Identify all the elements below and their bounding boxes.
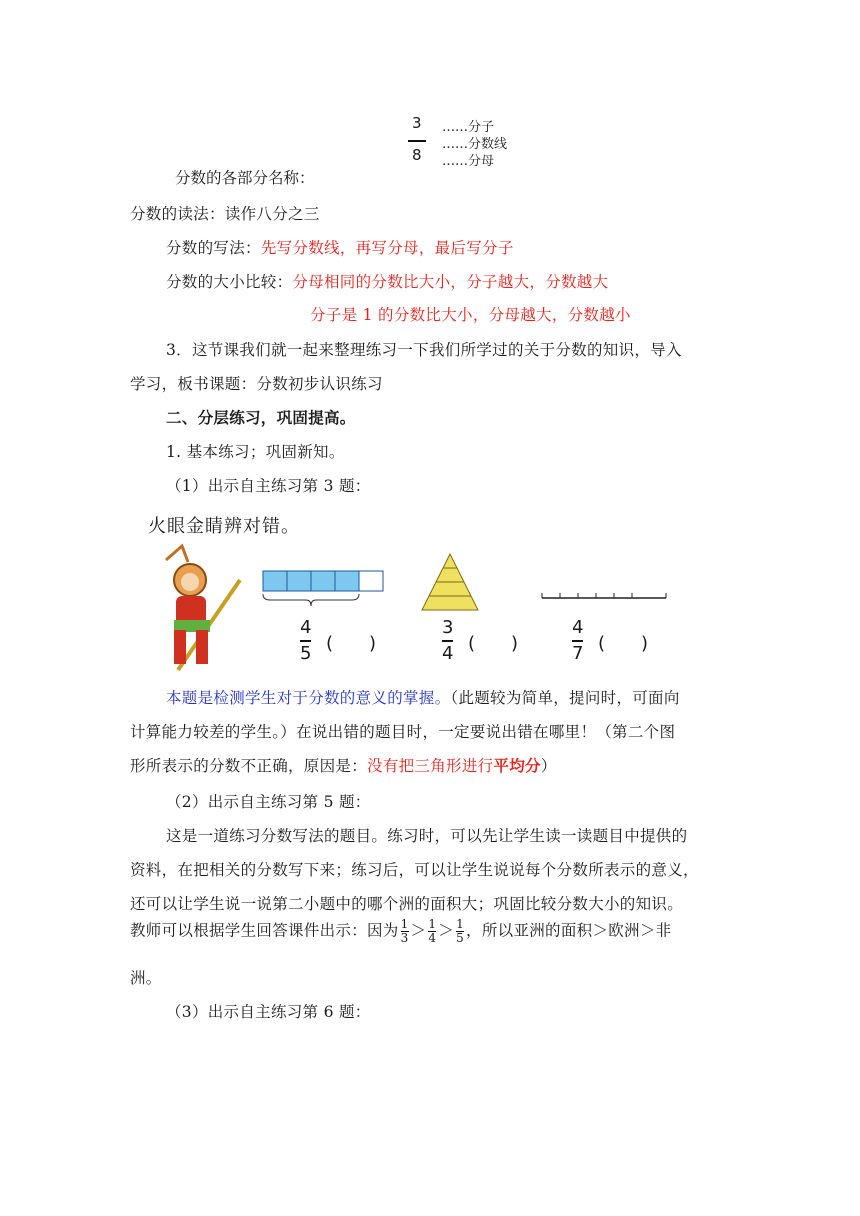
label-fraction-line: ……分数线 [442,137,508,152]
p5-line-1: 这是一道练习分数写法的题目。练习时，可以先让学生读一读题目中提供的 [166,827,688,845]
reading-value: 读作八分之三 [224,205,320,223]
fraction-1-numerator: 4 [300,617,312,638]
note-line-3-red: 没有把三角形进行 [367,757,494,775]
reading-prefix: 分数的读法： [130,205,225,223]
parts-name-line: 分数的各部分名称： [175,169,315,187]
fraction-2-bar [442,640,453,642]
fraction-2-denominator: 4 [442,642,454,664]
note-blue-text: 本题是检测学生对于分数的意义的掌握。 [166,689,451,707]
writing-prefix: 分数的写法： [166,239,261,257]
answer-blank-3[interactable]: ( ) [598,633,649,654]
note-line-3-a: 形所表示的分数不正确，原因是： [130,757,368,775]
note-line-3-end: ） [540,757,557,775]
reading-line [130,202,730,224]
figure-title: 火眼金睛辨对错。 [148,516,300,537]
diagram-numerator: 3 [412,114,422,132]
exercise-6-line: （3）出示自主练习第 6 题： [166,1003,371,1021]
inline-fraction-2-denominator: 4 [428,931,437,945]
exercise-3-line: （1）出示自主练习第 3 题： [166,477,371,495]
compare-line [166,270,766,292]
writing-value: 先写分数线，再写分母，最后写分子 [260,239,514,257]
paragraph-3-line-1: 3．这节课我们就一起来整理练习一下我们所学过的关于分数的知识，导入 [166,341,682,359]
compare-rule-1: 分母相同的分数比大小，分子越大，分数越大 [292,273,609,291]
note-line-1-rest: （此题较为简单，提问时，可面向 [450,689,680,707]
compare-rule-2: 分子是 1 的分数比大小，分母越大，分数越小 [310,306,631,324]
basic-practice-line: 1. 基本练习；巩固新知。 [166,443,345,461]
monkey-king-illustration [148,540,248,680]
inline-fraction-3-numerator: 1 [456,917,465,931]
writing-line [166,236,766,258]
exercise-3-figure [148,512,678,672]
fraction-parts-diagram [400,112,530,174]
greater-than-2: ＞ [438,921,455,940]
note-line-1 [166,686,766,708]
number-line-shape [540,588,670,608]
p5-line-2: 资料，在把相关的分数写下来；练习后，可以让学生说说每个分数所表示的意义， [130,861,699,879]
p5-line-5: 洲。 [130,969,162,987]
inline-fraction-1-3 [401,918,409,945]
note-line-3 [130,754,730,776]
greater-than-1: ＞ [410,921,427,940]
fraction-3-bar [572,640,583,642]
figure-fraction-1 [300,618,311,664]
note-line-2: 计算能力较差的学生。）在说出错的题目时，一定要说出错在哪里！（第二个图 [130,723,676,741]
triangle-shape [420,552,480,612]
fraction-2-numerator: 3 [442,617,454,638]
note-line-3-bold: 平均分 [493,756,541,775]
inline-fraction-3-denominator: 5 [456,931,465,945]
inline-fraction-1-5 [456,918,464,945]
section-heading-2: 二、分层练习，巩固提高。 [166,408,356,427]
answer-blank-1[interactable]: ( ) [326,633,377,654]
figure-fraction-2 [442,618,453,664]
exercise-5-line: （2）出示自主练习第 5 题： [166,793,371,811]
diagram-fraction-bar [408,140,426,142]
label-numerator: ……分子 [442,120,495,135]
p5-line-3: 还可以让学生说一说第二小题中的哪个洲的面积大；巩固比较分数大小的知识。 [130,895,684,913]
rectangle-shape [262,570,392,610]
fraction-3-numerator: 4 [572,617,584,638]
inline-fraction-2-numerator: 1 [428,917,437,931]
p5-line-4-b: ，所以亚洲的面积＞欧洲＞非 [466,921,672,940]
diagram-denominator: 8 [412,146,422,164]
figure-fraction-3 [572,618,583,664]
inline-fraction-1-4 [428,918,436,945]
p5-line-4 [130,918,730,945]
fraction-1-bar [300,640,311,642]
inline-fraction-1-numerator: 1 [400,917,409,931]
paragraph-3-line-2: 学习，板书课题：分数初步认识练习 [130,375,383,393]
answer-blank-2[interactable]: ( ) [468,633,519,654]
inline-fraction-1-denominator: 3 [400,931,409,945]
label-denominator: ……分母 [442,154,495,169]
compare-prefix: 分数的大小比较： [166,273,293,291]
p5-line-4-a: 教师可以根据学生回答课件出示：因为 [130,921,399,940]
fraction-1-denominator: 5 [300,642,312,664]
fraction-3-denominator: 7 [572,642,584,664]
